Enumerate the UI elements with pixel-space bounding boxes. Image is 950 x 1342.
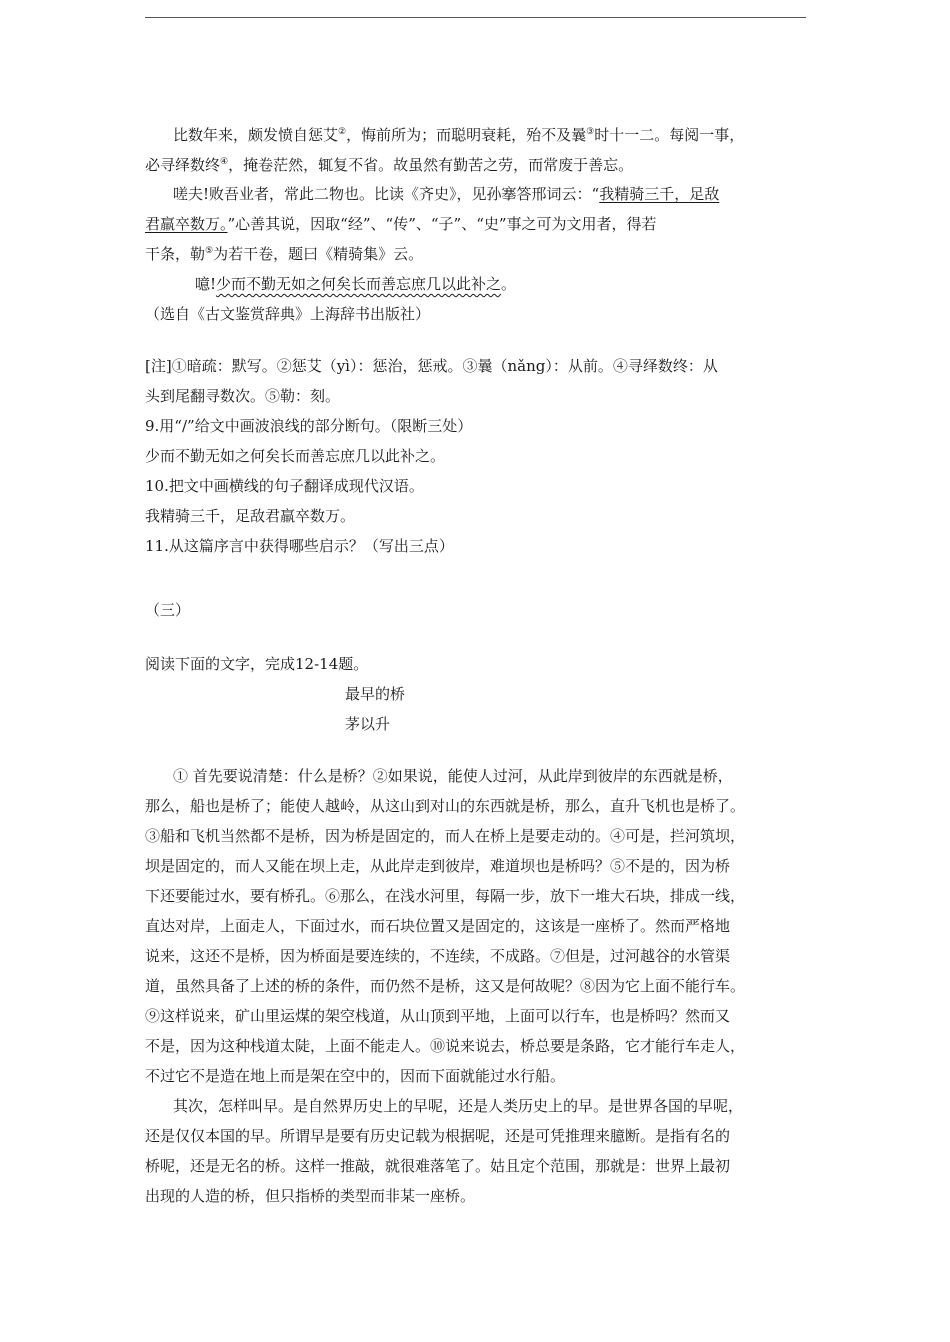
underlined-sentence: 我精骑三千，足敌 [599,185,720,203]
article-title: 最早的桥 [345,685,406,703]
article-line: 出现的人造的桥，但只指桥的类型而非某一座桥。 [145,1187,476,1205]
underlined-sentence: 君羸卒数万。 [145,215,228,233]
article-author: 茅以升 [345,715,391,733]
passage-line: 比数年来，颇发愤自惩艾②，悔前所为；而聪明衰耗，殆不及曩③时十一二。每阅一事， [173,126,745,144]
section-instruction: 阅读下面的文字，完成12-14题。 [145,655,369,673]
question-10: 10.把文中画横线的句子翻译成现代汉语。 [145,477,424,495]
question-9: 9.用“/”给文中画波浪线的部分断句。（限断三处） [145,417,473,435]
passage-line: 干条，勒⑤为若干卷，题曰《精骑集》云。 [145,245,424,263]
article-line: 桥呢，还是无名的桥。这样一推敲，就很难落笔了。姑且定个范围，那就是：世界上最初 [145,1157,731,1175]
question-10-text: 我精骑三千，足敌君羸卒数万。 [145,507,356,525]
question-9-text: 少而不勤无如之何矣长而善忘庶几以此补之。 [145,447,446,465]
section-heading: （三） [145,601,191,619]
notes-line: [注]①暗疏：默写。②惩艾（yì）：惩治，惩戒。③曩（nǎng）：从前。④寻绎数终：从 [145,357,718,375]
question-11: 11.从这篇序言中获得哪些启示？（写出三点） [145,537,454,555]
article-line: 不过它不是造在地上而是架在空中的，因而下面就能过水行船。 [145,1067,566,1085]
wavy-underlined-text: 少而不勤无如之何矣长而善忘庶几以此补之 [216,275,502,293]
article-line: 道，虽然具备了上述的桥的条件，而仍然不是桥，这又是何故呢？⑧因为它上面不能行车。 [145,977,746,995]
article-line: 坝是固定的，而人又能在坝上走，从此岸走到彼岸，难道坝也是桥吗？⑤不是的，因为桥 [145,857,731,875]
passage-line: 嗟夫!败吾业者，常此二物也。比读《齐史》，见孙搴答邢词云：“我精骑三千，足敌 [173,185,720,203]
article-line: 下还要能过水，要有桥孔。⑥那么，在浅水河里，每隔一步，放下一堆大石块，排成一线， [145,887,746,905]
article-line: 那么，船也是桥了；能使人越岭，从这山到对山的东西就是桥，那么，直升飞机也是桥了。 [145,797,746,815]
passage-line: 噫!少而不勤无如之何矣长而善忘庶几以此补之。 [195,275,517,293]
notes-line: 头到尾翻寻数次。⑤勒：刻。 [145,387,341,405]
article-line: 其次，怎样叫早。是自然界历史上的早呢，还是人类历史上的早。是世界各国的早呢， [173,1097,744,1115]
article-line: 不是，因为这种栈道太陡，上面不能走人。⑩说来说去，桥总要是条路，它才能行车走人， [145,1037,746,1055]
header-rule [145,17,806,18]
article-line: 直达对岸，上面走人，下面过水，而石块位置又是固定的，这该是一座桥了。然而严格地 [145,917,731,935]
article-line: 说来，这还不是桥，因为桥面是要连续的，不连续，不成路。⑦但是，过河越谷的水管渠 [145,947,731,965]
article-line: 还是仅仅本国的早。所谓早是要有历史记载为根据呢，还是可凭推理来臆断。是指有名的 [145,1127,731,1145]
article-line: ③船和飞机当然都不是桥，因为桥是固定的，而人在桥上是要走动的。④可是，拦河筑坝， [145,827,746,845]
passage-line: 君羸卒数万。”心善其说，因取“经”、“传”、“子”、“史”事之可为文用者，得若 [145,215,657,233]
source-citation: （选自《古文鉴赏辞典》上海辞书出版社） [145,305,431,323]
article-line: ① 首先要说清楚：什么是桥？②如果说，能使人过河，从此岸到彼岸的东西就是桥， [173,767,733,785]
passage-line: 必寻绎数终④，掩卷茫然，辄复不省。故虽然有勤苦之劳，而常废于善忘。 [145,156,634,174]
article-line: ⑨这样说来，矿山里运煤的架空栈道，从山顶到平地，上面可以行车，也是桥吗？然而又 [145,1007,731,1025]
